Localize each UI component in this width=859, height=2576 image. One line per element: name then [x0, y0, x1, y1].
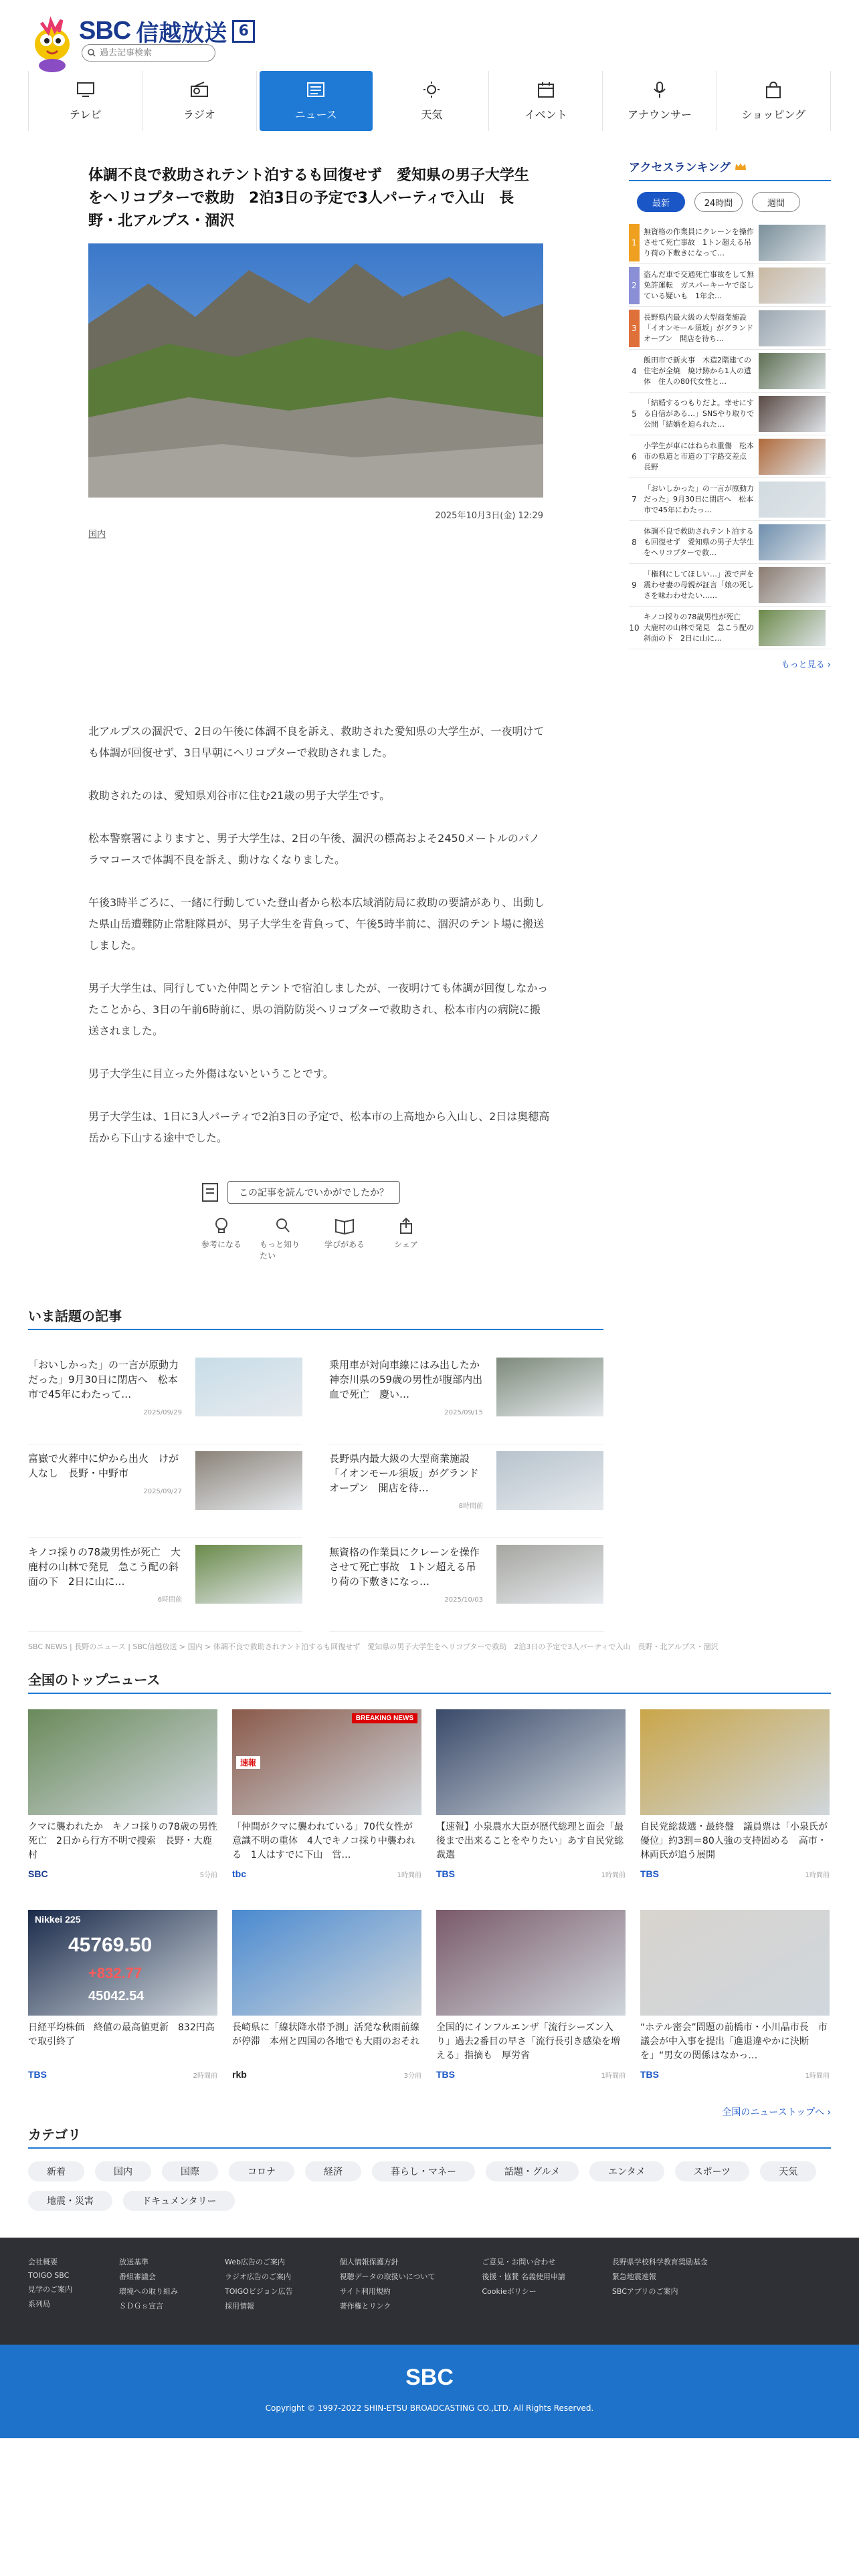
rank-text: 「おいしかった」の一言が原動力だった」9月30日に閉店へ 松本市で45年にわたっ…: [644, 484, 754, 514]
topnews-thumbnail: [28, 1709, 217, 1815]
rank-text: 盗んだ車で交通死亡事故をして無免許運転 ガスパーキーヤで盗している疑いも 1年余…: [644, 270, 754, 300]
topnews-footer: [436, 2069, 626, 2080]
article-paragraph: 男子大学生に目立った外傷はないということです。: [88, 1067, 334, 1080]
article-hero-image: [88, 243, 543, 498]
footer-link[interactable]: 番組審議会: [119, 2272, 156, 2281]
breadcrumb: SBC NEWS | 長野のニュース | SBC信越放送 > 国内 > 体調不良で救助されテント泊するも回復せず 愛知県の男子大学生をヘリコプターで救助 2泊3日の予定で3人パーティで入山 長野・北アルプス・涸沢: [28, 1642, 719, 1651]
reaction-want-more-button[interactable]: [260, 1217, 306, 1261]
trending-thumbnail: [496, 1358, 603, 1416]
footer-link[interactable]: 系列局: [28, 2300, 50, 2309]
rank-number: 9: [632, 580, 637, 590]
news-date: 1時間前: [805, 1871, 830, 1879]
article-paragraph: 松本警察署によりますと、男子大学生は、2日の午後、涸沢の標高およそ2450メートルのパノラマコースで体調不良を訴え、動けなくなりました。: [88, 832, 540, 866]
category-chip[interactable]: 国内: [95, 2161, 151, 2181]
breaking-badge: BREAKING NEWS: [352, 1713, 417, 1723]
news-source: TBS: [28, 2069, 47, 2080]
trending-title: 富嶽で火葬中に炉から出火 けが人なし 長野・中野市: [28, 1453, 179, 1479]
rank-number: 5: [632, 409, 637, 419]
lightbulb-icon: [213, 1217, 229, 1235]
topnews-thumbnail: [28, 1910, 217, 2016]
reaction-label: シェア: [394, 1240, 418, 1249]
ranking-title: アクセスランキング: [629, 158, 831, 181]
rank-thumbnail: [759, 225, 826, 261]
news-date: 1時間前: [601, 1871, 626, 1879]
topnews-thumbnail: [640, 1910, 830, 2016]
trending-thumbnail: [195, 1545, 302, 1604]
footer-link[interactable]: 採用情報: [225, 2302, 254, 2311]
footer-link[interactable]: 見学のご案内: [28, 2285, 72, 2294]
rank-number: 4: [632, 366, 637, 376]
trending-item[interactable]: [329, 1351, 603, 1444]
article-paragraph: 男子大学生は、1日に3人パーティで2泊3日の予定で、松本市の上高地から入山し、2日は奥穂高岳から下山する途中でした。: [88, 1110, 550, 1144]
footer-link[interactable]: 後援・協賛 名義使用申請: [482, 2272, 565, 2281]
article-body: [88, 721, 550, 1170]
trending-thumbnail: [195, 1451, 302, 1510]
search-icon: [88, 49, 96, 57]
article-paragraph: 救助されたのは、愛知県刈谷市に住む21歳の男子大学生です。: [88, 789, 391, 802]
news-date: 1時間前: [397, 1871, 421, 1879]
footer-link[interactable]: 長野県学校科学教育奨励基金: [611, 2258, 708, 2266]
news-source: tbc: [232, 1868, 246, 1879]
footer-column: [119, 2256, 178, 2311]
rank-text: 飯田市で新火事 木造2階建ての住宅が全焼 焼け跡から1人の遺体 住人の80代女性と…: [644, 355, 751, 386]
trending-title: 「おいしかった」の一言が原動力だった」9月30日に閉店へ 松本市で45年にわたって…: [28, 1359, 179, 1400]
footer-column: [612, 2256, 708, 2311]
trending-date: 2025/09/27: [143, 1488, 182, 1495]
news-date: 1時間前: [805, 2072, 830, 2080]
trending-text-block: [329, 1451, 483, 1537]
microphone-icon: [650, 81, 670, 98]
footer-bottom: [0, 2345, 859, 2438]
trending-text-block: [28, 1451, 182, 1537]
topnews-title: 日経平均株価 終値の最高値更新 832円高で取引終了: [28, 2022, 215, 2047]
rank-thumbnail: [759, 310, 826, 346]
rank-text: キノコ採りの78歳男性が死亡 大鹿村の山林で発見 急こう配の斜面の下 2日に山に…: [644, 612, 754, 643]
reaction-label: 参考になる: [201, 1240, 242, 1249]
trending-thumbnail: [195, 1358, 302, 1416]
trending-title: 長野県内最大級の大型商業施設「イオンモール須坂」がグランドオープン 開店を待…: [329, 1453, 479, 1494]
rank-number: 6: [632, 451, 637, 461]
logo-station-name: 信越放送: [136, 20, 227, 47]
footer-link[interactable]: TOIGO SBC: [28, 2271, 70, 2280]
reaction-label: もっと知りたい: [260, 1240, 300, 1261]
nav-item-3[interactable]: [375, 71, 489, 131]
ranking-item[interactable]: [629, 564, 831, 607]
reaction-label: 学びがある: [324, 1240, 365, 1249]
copyright: Copyright © 1997-2022 SHIN-ETSU BROADCASTING CO.,LTD. All Rights Reserved.: [265, 2403, 594, 2413]
reaction-helpful-button[interactable]: [198, 1217, 245, 1261]
footer-logo[interactable]: SBC: [405, 2365, 454, 2390]
logo-sbc: SBC: [79, 17, 131, 45]
ranking-item[interactable]: [629, 307, 831, 350]
trending-item[interactable]: [329, 1444, 603, 1538]
trending-date: 2025/09/15: [444, 1409, 483, 1416]
nav-label: ショッピング: [741, 108, 806, 121]
footer-column: [225, 2256, 293, 2311]
topnews-footer: [640, 1868, 830, 1879]
nav-item-0[interactable]: [28, 71, 142, 131]
news-source: TBS: [436, 2069, 455, 2080]
footer-link[interactable]: 放送基準: [119, 2258, 149, 2266]
topnews-footer: [28, 2069, 217, 2080]
category-chip[interactable]: ドキュメンタリー: [123, 2191, 235, 2211]
rank-number: 3: [629, 310, 640, 347]
trending-date: 8時間前: [458, 1503, 483, 1510]
footer-link[interactable]: 視聴データの取扱いについて: [339, 2272, 436, 2281]
footer-column: [28, 2256, 72, 2311]
topnews-title: 長崎県に「線状降水帯予測」活発な秋雨前線が停滞 本州と四国の各地でも大雨のおそれ: [232, 2022, 419, 2047]
rank-thumbnail: [759, 396, 826, 432]
footer-link[interactable]: ラジオ広告のご案内: [225, 2272, 291, 2281]
trending-thumbnail: [496, 1451, 603, 1510]
crown-icon: [735, 163, 747, 171]
article-paragraph: 北アルプスの涸沢で、2日の午後に体調不良を訴え、救助された愛知県の大学生が、一夜明けても体調が回復せず、3日早朝にヘリコプターで救助されました。: [88, 725, 545, 759]
footer-link[interactable]: SBCアプリのご案内: [611, 2287, 678, 2296]
topnews-card[interactable]: [436, 1910, 626, 2100]
ranking-item[interactable]: [629, 521, 831, 564]
ranking-tabs: [637, 192, 831, 212]
footer-column: [340, 2256, 436, 2311]
tab-weekly[interactable]: 週間: [752, 192, 800, 212]
topnews-card[interactable]: [28, 1910, 217, 2100]
topnews-card[interactable]: [640, 1709, 830, 1899]
topnews-thumbnail: [640, 1709, 830, 1815]
logo-text[interactable]: [79, 15, 255, 47]
shopping-bag-icon: [763, 81, 783, 98]
ranking-list: [629, 221, 831, 649]
share-button[interactable]: [383, 1217, 430, 1261]
category-list: [28, 2161, 831, 2211]
nav-item-5[interactable]: [603, 71, 717, 131]
rank-text: 長野県内最大級の大型商業施設「イオンモール須坂」がグランドオープン 開店を待ち…: [644, 312, 754, 343]
topnews-title: 自民党総裁選・最終盤 議員票は「小泉氏が優位」約3割＝80人強の支持固める 高市・林両氏が追う展開: [640, 1822, 828, 1860]
reaction-learning-button[interactable]: [321, 1217, 368, 1261]
rank-text: 「結婚するつもりだよ。幸せにする自信がある…」SNSやり取りで公開「結婚を迫られた…: [644, 398, 755, 429]
tab-24h[interactable]: 24時間: [694, 192, 743, 212]
trending-item[interactable]: [28, 1351, 302, 1444]
feedback-section: [201, 1181, 400, 1204]
category-heading: カテゴリ: [28, 2124, 831, 2149]
ranking-more-link[interactable]: もっと見る ›: [781, 660, 831, 670]
trending-title: 乗用車が対向車線にはみ出したか 神奈川県の59歳の男性が腹部内出血で死亡 慶い…: [329, 1359, 490, 1400]
trending-date: 2025/09/29: [143, 1409, 182, 1416]
footer-link[interactable]: TOIGOビジョン広告: [225, 2287, 293, 2296]
ranking-item[interactable]: [629, 393, 831, 435]
footer-link[interactable]: 環境への取り組み: [119, 2287, 178, 2296]
site-logo[interactable]: [28, 9, 75, 76]
nikkei-label: Nikkei 225: [35, 1914, 81, 1925]
rank-number: 8: [632, 537, 637, 547]
calendar-icon: [536, 81, 556, 98]
news-source: TBS: [640, 2069, 659, 2080]
footer-link[interactable]: 個人情報保護方針: [339, 2258, 399, 2266]
news-source: TBS: [436, 1868, 455, 1879]
footer-link[interactable]: 緊急地震速報: [611, 2272, 656, 2281]
article-title: 体調不良で救助されテント泊するも回復せず 愛知県の男子大学生をヘリコプターで救助 2泊3日の予定で3人パーティで入山 長野・北アルプス・涸沢: [88, 167, 529, 229]
magnifier-icon: [275, 1217, 291, 1235]
rank-thumbnail: [759, 353, 826, 389]
nav-item-4[interactable]: [489, 71, 603, 131]
footer-link[interactable]: ＳＤＧｓ宣言: [119, 2302, 163, 2311]
search-input[interactable]: [100, 48, 207, 58]
topnews-thumbnail: [232, 1910, 421, 2016]
share-icon: [398, 1217, 414, 1235]
sun-icon: [421, 81, 442, 98]
rank-text: 小学生が車にはねられ重傷 松本市の県道と市道の丁字路交差点 長野: [644, 441, 754, 471]
news-date: 1時間前: [601, 2072, 626, 2080]
nav-label: 天気: [421, 108, 443, 121]
topnews-title: クマに襲われたか キノコ採りの78歳の男性死亡 2日から行方不明で捜索 長野・大鹿村: [28, 1822, 217, 1860]
topnews-footer: [640, 2069, 830, 2080]
rank-number: 2: [629, 267, 640, 304]
tv-icon: [76, 81, 96, 98]
access-ranking: [629, 158, 831, 670]
nikkei-value: 45769.50: [68, 1934, 153, 1956]
main-nav: [28, 71, 831, 131]
topnews-heading: 全国のトップニュース: [28, 1669, 831, 1694]
rank-thumbnail: [759, 267, 826, 304]
category-chip[interactable]: 暮らし・マネー: [372, 2161, 475, 2181]
topnews-footer: [232, 1868, 421, 1879]
topnews-thumbnail: [232, 1709, 421, 1815]
category-chip[interactable]: 国際: [162, 2161, 218, 2181]
news-source: SBC: [28, 1868, 48, 1879]
topnews-card[interactable]: [640, 1910, 830, 2100]
article-paragraph: 午後3時半ごろに、一緒に行動していた登山者から松本広域消防局に救助の要請があり、出動した県山岳遭難防止常駐隊員が、男子大学生を背負って、午後5時半前に、涸沢のテント場に搬送しました。: [88, 896, 545, 952]
category-chip[interactable]: 経済: [305, 2161, 361, 2181]
book-icon: [335, 1217, 355, 1235]
trending-text-block: [28, 1545, 182, 1631]
trending-item[interactable]: [28, 1538, 302, 1632]
topnews-card[interactable]: [28, 1709, 217, 1899]
topnews-title: 「仲間がクマに襲われている」70代女性が意識不明の重体 4人でキノコ採り中襲われる 1人はすでに下山 営…: [232, 1822, 415, 1860]
trending-text-block: [329, 1358, 490, 1444]
feedback-prompt: この記事を読んでいかがでしたか？: [227, 1181, 400, 1204]
news-source: TBS: [640, 1868, 659, 1879]
nikkei-low: 45042.54: [88, 1989, 145, 2004]
rank-text: 無資格の作業員にクレーンを操作させて死亡事故 1トン超える吊り荷の下敷きになって…: [644, 227, 754, 257]
topnews-grid: [28, 1709, 831, 2100]
nav-label: ラジオ: [183, 108, 215, 121]
ranking-item[interactable]: [629, 435, 831, 478]
rank-number: 1: [629, 224, 640, 261]
trending-date: 6時間前: [157, 1596, 182, 1604]
rank-text: 「権利にしてほしい…」波で声を震わせ妻の母親が証言「娘の死しさを味わわせたい……: [644, 569, 754, 600]
rank-thumbnail: [759, 610, 826, 646]
nav-label: イベント: [524, 108, 567, 121]
news-source: rkb: [232, 2069, 247, 2080]
footer-links: [0, 2238, 859, 2345]
nav-label: アナウンサー: [628, 108, 692, 121]
news-icon: [306, 81, 326, 98]
trending-text-block: [28, 1358, 182, 1444]
footer-link[interactable]: サイト利用規約: [339, 2287, 391, 2296]
category-chip[interactable]: スポーツ: [675, 2161, 749, 2181]
topnews-footer: [28, 1868, 217, 1879]
ranking-item[interactable]: [629, 350, 831, 393]
radio-icon: [189, 81, 209, 98]
rank-number: 10: [629, 623, 640, 633]
category-chip[interactable]: 天気: [760, 2161, 816, 2181]
footer-link[interactable]: 会社概要: [28, 2258, 58, 2266]
rank-text: 体調不良で救助されテント泊するも回復せず 愛知県の男子大学生をヘリコプターで救…: [644, 526, 754, 557]
category-chip[interactable]: エンタメ: [589, 2161, 664, 2181]
trending-date: 2025/10/03: [444, 1596, 483, 1604]
footer-link[interactable]: Web広告のご案内: [225, 2258, 285, 2266]
topnews-card[interactable]: [232, 1709, 421, 1899]
search-box[interactable]: [82, 44, 215, 62]
trending-title: キノコ採りの78歳男性が死亡 大鹿村の山林で発見 急こう配の斜面の下 2日に山に…: [28, 1546, 181, 1588]
trending-text-block: [329, 1545, 483, 1631]
ranking-item[interactable]: [629, 264, 831, 307]
ranking-item[interactable]: [629, 221, 831, 264]
news-date: 2時間前: [193, 2072, 217, 2080]
nav-item-6[interactable]: [717, 71, 831, 131]
topnews-title: “ホテル密会”問題の前橋市・小川晶市長 市議会が中入事を提出「進退違やかに決断を」“男女の関係はなかっ…: [640, 2022, 828, 2061]
trending-heading: いま話題の記事: [28, 1305, 603, 1330]
rank-thumbnail: [759, 567, 826, 603]
nav-item-2[interactable]: [260, 71, 373, 131]
mascot-icon: [28, 9, 75, 76]
rank-thumbnail: [759, 524, 826, 560]
category-chip[interactable]: 地震・災害: [28, 2191, 112, 2211]
topnews-thumbnail: [436, 1910, 626, 2016]
news-date: 5分前: [199, 1871, 217, 1879]
footer-link[interactable]: Cookieポリシー: [482, 2287, 537, 2296]
category-chip[interactable]: 話題・グルメ: [486, 2161, 579, 2181]
footer-link[interactable]: ご意見・お問い合わせ: [482, 2258, 556, 2266]
topnews-title: 【速報】小泉農水大臣が歴代総理と面会「最後まで出来ることをやりたい」あす自民党総裁選: [436, 1822, 624, 1860]
ranking-item[interactable]: [629, 478, 831, 521]
tab-latest[interactable]: 最新: [637, 192, 685, 212]
topnews-thumbnail: [436, 1709, 626, 1815]
article-paragraph: 男子大学生は、同行していた仲間とテントで宿泊しましたが、一夜明けても体調が回復しなかったことから、3日の午前6時前に、県の消防防災ヘリコプターで救助され、松本市内の病院に搬送されました。: [88, 982, 549, 1037]
topnews-title: 全国的にインフルエンザ「流行シーズン入り」過去2番目の早さ「流行長引き感染を増える」指摘も 厚労省: [436, 2022, 620, 2061]
nav-item-1[interactable]: [142, 71, 256, 131]
news-date: 3分前: [403, 2072, 421, 2080]
footer-column: [482, 2256, 565, 2311]
topnews-card[interactable]: [436, 1709, 626, 1899]
footer-link[interactable]: 著作権とリンク: [339, 2302, 391, 2311]
document-icon: [201, 1182, 219, 1202]
topnews-card[interactable]: [232, 1910, 421, 2100]
nav-label: テレビ: [69, 108, 102, 121]
trending-item[interactable]: [329, 1538, 603, 1632]
category-chip[interactable]: コロナ: [229, 2161, 294, 2181]
category-chip[interactable]: 新着: [28, 2161, 84, 2181]
trending-thumbnail: [496, 1545, 603, 1604]
nikkei-change: +832.77: [88, 1965, 142, 1981]
ranking-item[interactable]: [629, 607, 831, 649]
nav-label: ニュース: [294, 108, 337, 121]
all-news-link[interactable]: 全国のニューストップへ ›: [722, 2107, 831, 2118]
sokuho-badge: 速報: [236, 1756, 260, 1769]
article-category-link[interactable]: 国内: [88, 530, 106, 540]
trending-item[interactable]: [28, 1444, 302, 1538]
rank-thumbnail: [759, 439, 826, 475]
rank-thumbnail: [759, 481, 826, 518]
topnews-footer: [436, 1868, 626, 1879]
reaction-buttons: [198, 1217, 430, 1261]
logo-channel: 6: [232, 20, 255, 43]
rank-number: 7: [632, 494, 637, 504]
trending-title: 無資格の作業員にクレーンを操作させて死亡事故 1トン超える吊り荷の下敷きになっ…: [329, 1546, 480, 1588]
trending-grid: [28, 1351, 603, 1632]
topnews-footer: [232, 2069, 421, 2080]
article-date: 2025年10月3日(金) 12:29: [435, 511, 543, 521]
